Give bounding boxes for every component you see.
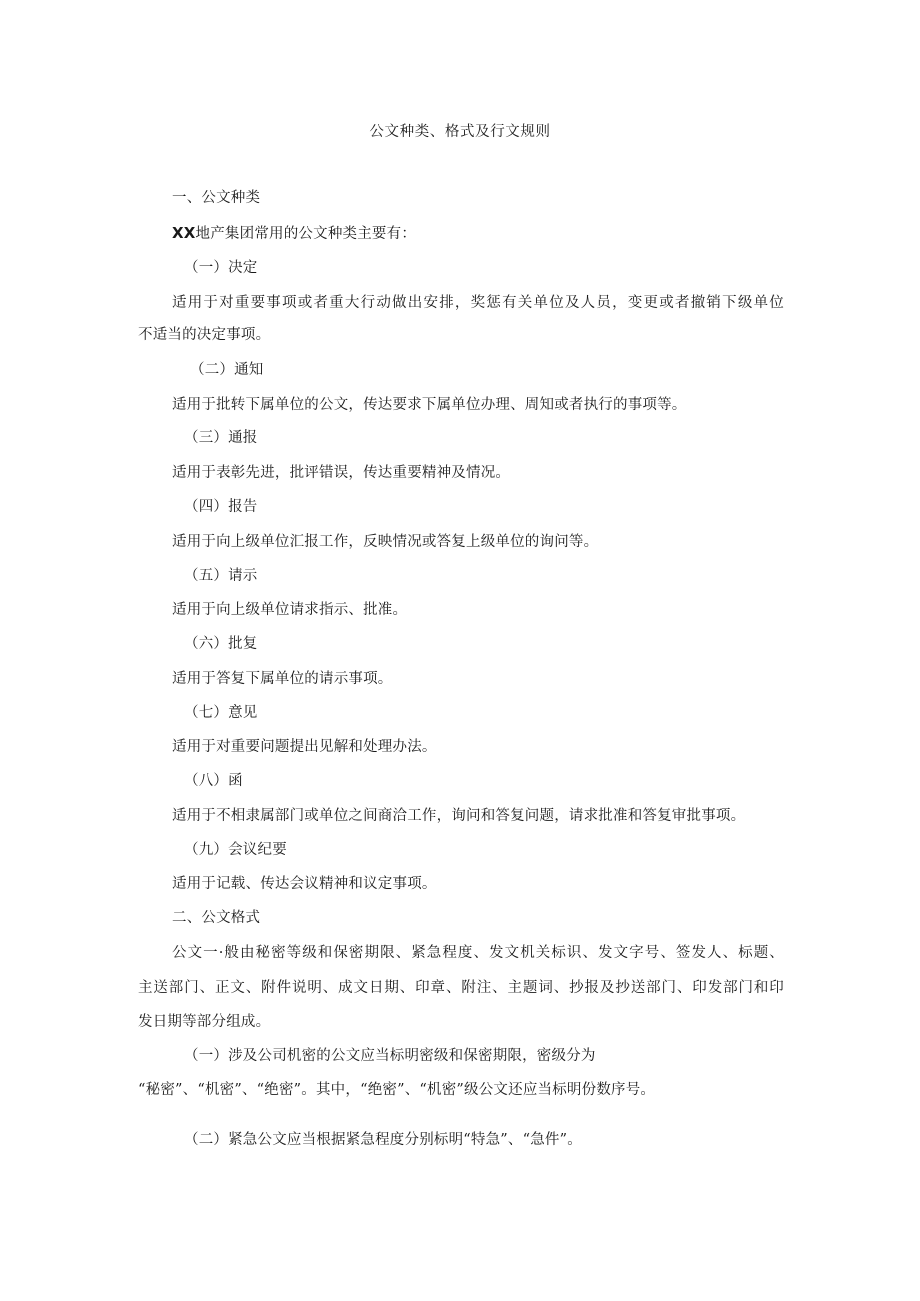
item-label-decision: （一）决定	[184, 260, 258, 276]
item-label-reply: （六）批复	[184, 636, 258, 652]
item-desc-minutes: 适用于记载、传达会议精神和议定事项。	[172, 876, 437, 892]
company-placeholder: XX	[172, 224, 196, 242]
item-desc-notice: 适用于批转下属单位的公文，传达要求下属单位办理、周知或者执行的事项等。	[172, 397, 687, 413]
format-sub1-line1: （一）涉及公司机密的公文应当标明密级和保密期限，密级分为	[184, 1048, 596, 1064]
item-label-bulletin: （三）通报	[184, 430, 258, 446]
intro-line	[172, 223, 416, 244]
item-desc-reply: 适用于答复下属单位的请示事项。	[172, 671, 393, 687]
item-desc-report: 适用于向上级单位汇报工作，反映情况或答复上级单位的询问等。	[172, 534, 599, 550]
item-label-letter: （八）函	[184, 773, 243, 789]
item-label-notice: （二）通知	[190, 362, 264, 378]
item-label-report: （四）报告	[184, 499, 258, 515]
section-heading-types: 一、公文种类	[172, 190, 261, 206]
format-para-line2: 主送部门、正文、附件说明、成文日期、印章、附注、主题词、抄报及抄送部门、印发部门和印	[138, 980, 784, 996]
document-title: 公文种类、格式及行文规则	[369, 124, 551, 140]
item-label-opinion: （七）意见	[184, 705, 258, 721]
item-desc-request: 适用于向上级单位请求指示、批准。	[172, 602, 408, 618]
format-para-line3: 发日期等部分组成。	[138, 1014, 271, 1030]
format-para-line1: 公文一·般由秘密等级和保密期限、紧急程度、发文机关标识、发文字号、签发人、标题、	[172, 945, 784, 961]
format-sub1-line2: “秘密”、“机密”、“绝密”。其中，“绝密”、“机密”级公文还应当标明份数序号。	[138, 1082, 656, 1098]
section-heading-format: 二、公文格式	[172, 910, 261, 926]
item-label-minutes: （九）会议纪要	[184, 842, 287, 858]
format-sub2-line1: （二）紧急公文应当根据紧急程度分别标明“特急”、“急件”。	[184, 1132, 582, 1148]
item-desc-letter: 适用于不相隶属部门或单位之间商洽工作，询问和答复问题，请求批准和答复审批事项。	[172, 808, 746, 824]
item-label-request: （五）请示	[184, 568, 258, 584]
item-desc-opinion: 适用于对重要问题提出见解和处理办法。	[172, 739, 437, 755]
item-desc-bulletin: 适用于表彰先进，批评错误，传达重要精神及情况。	[172, 465, 511, 481]
item-desc-decision-line1: 适用于对重要事项或者重大行动做出安排，奖惩有关单位及人员，变更或者撤销下级单位	[172, 295, 784, 311]
item-desc-decision-line2: 不适当的决定事项。	[138, 327, 271, 343]
intro-text: 地产集团常用的公文种类主要有：	[195, 226, 417, 242]
